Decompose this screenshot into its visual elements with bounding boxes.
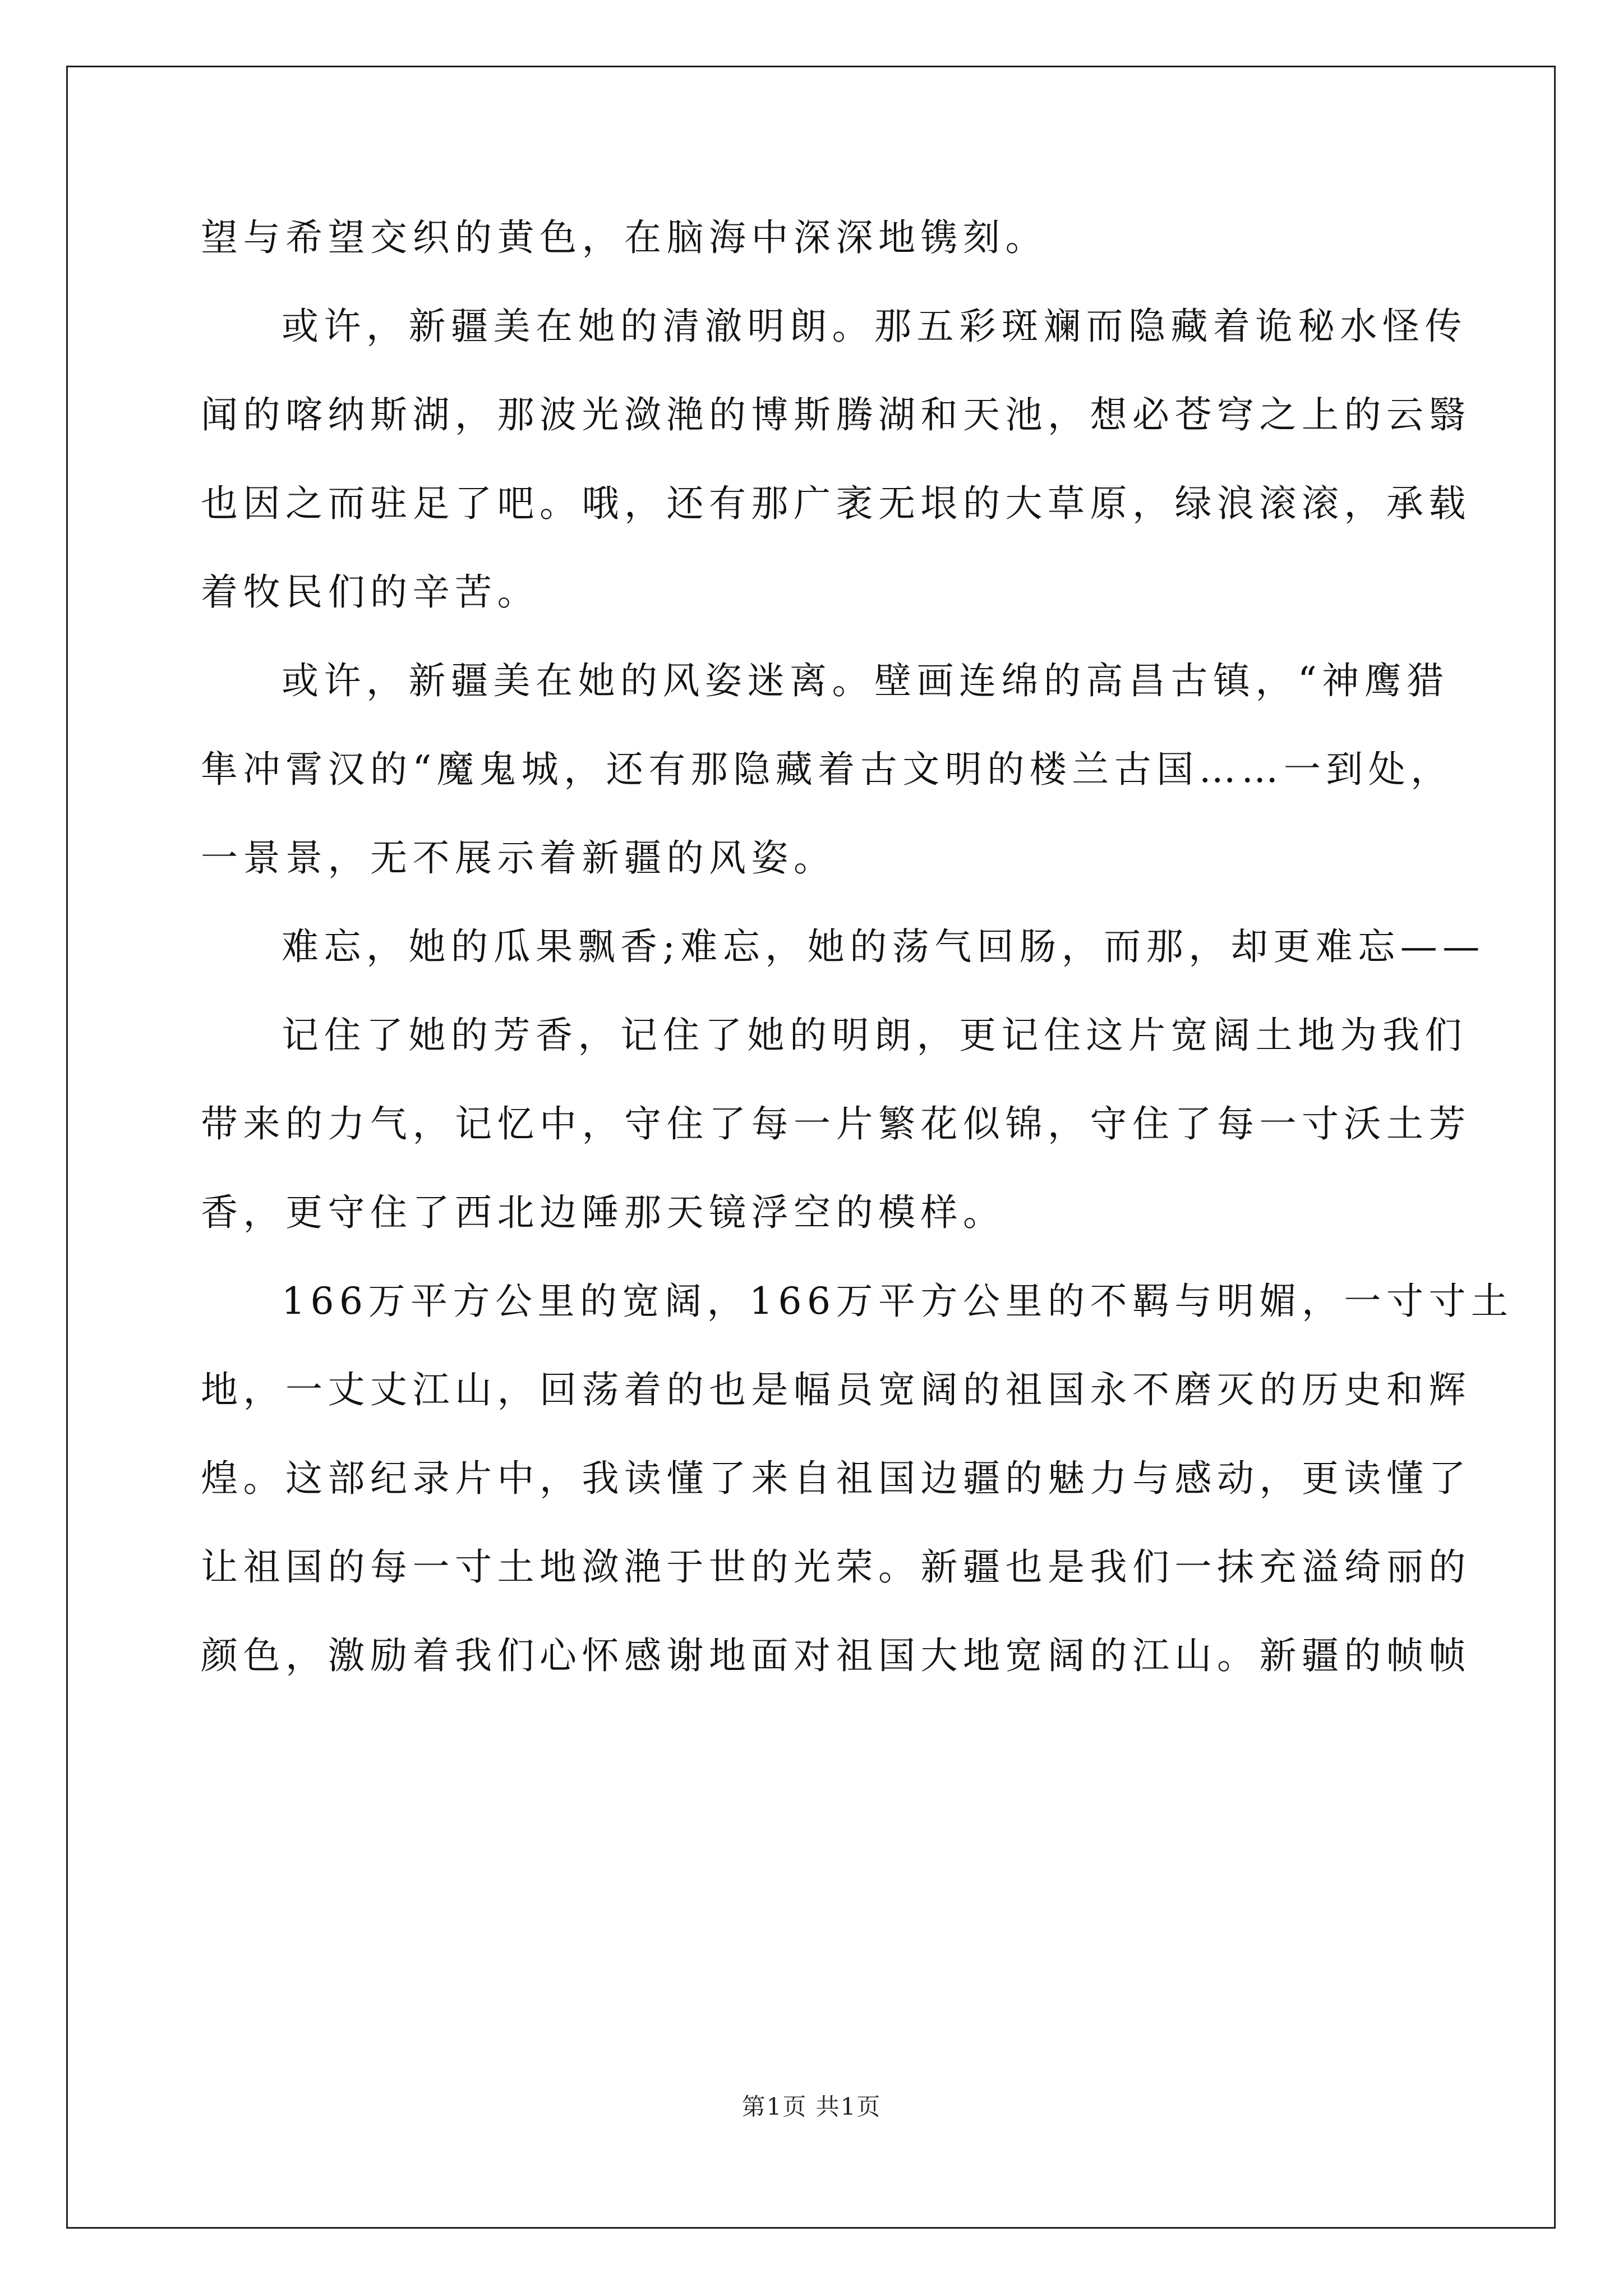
paragraph-2-line-2: 闻的喀纳斯湖，那波光潋滟的博斯腾湖和天池，想必苍穹之上的云翳	[201, 393, 1471, 436]
paragraph-2-line-3: 也因之而驻足了吧。哦，还有那广袤无垠的大草原，绿浪滚滚，承载	[201, 482, 1471, 525]
page-number-footer: 第1页 共1页	[741, 2093, 882, 2120]
paragraph-1-line-1: 望与希望交织的黄色，在脑海中深深地镌刻。	[201, 216, 1048, 259]
paragraph-5-line-3: 香，更守住了西北边陲那天镜浮空的模样。	[201, 1191, 1006, 1234]
paragraph-6-line-5: 颜色，激励着我们心怀感谢地面对祖国大地宽阔的江山。新疆的帧帧	[201, 1634, 1471, 1677]
paragraph-6-line-1: 166万平方公里的宽阔，166万平方公里的不羁与明媚，一寸寸土	[282, 1280, 1514, 1323]
paragraph-5-line-1: 记住了她的芳香，记住了她的明朗，更记住这片宽阔土地为我们	[282, 1014, 1467, 1057]
paragraph-6-line-2: 地，一丈丈江山，回荡着的也是幅员宽阔的祖国永不磨灭的历史和辉	[201, 1368, 1471, 1411]
paragraph-6-line-4: 让祖国的每一寸土地潋滟于世的光荣。新疆也是我们一抹充溢绮丽的	[201, 1545, 1471, 1589]
page-border	[66, 66, 1556, 2229]
paragraph-2-line-4: 着牧民们的辛苦。	[201, 570, 540, 614]
paragraph-4-line-1: 难忘，她的瓜果飘香;难忘，她的荡气回肠，而那，却更难忘——	[282, 925, 1485, 968]
paragraph-3-line-2: 隼冲霄汉的“魔鬼城，还有那隐藏着古文明的楼兰古国……一到处，	[201, 748, 1453, 791]
paragraph-3-line-3: 一景景，无不展示着新疆的风姿。	[201, 836, 836, 880]
paragraph-3-line-1: 或许，新疆美在她的风姿迷离。壁画连绵的高昌古镇，“神鹰猎	[282, 659, 1449, 702]
paragraph-2-line-1: 或许，新疆美在她的清澈明朗。那五彩斑斓而隐藏着诡秘水怪传	[282, 305, 1467, 348]
paragraph-5-line-2: 带来的力气，记忆中，守住了每一片繁花似锦，守住了每一寸沃土芳	[201, 1102, 1471, 1145]
paragraph-6-line-3: 煌。这部纪录片中，我读懂了来自祖国边疆的魅力与感动，更读懂了	[201, 1457, 1471, 1500]
